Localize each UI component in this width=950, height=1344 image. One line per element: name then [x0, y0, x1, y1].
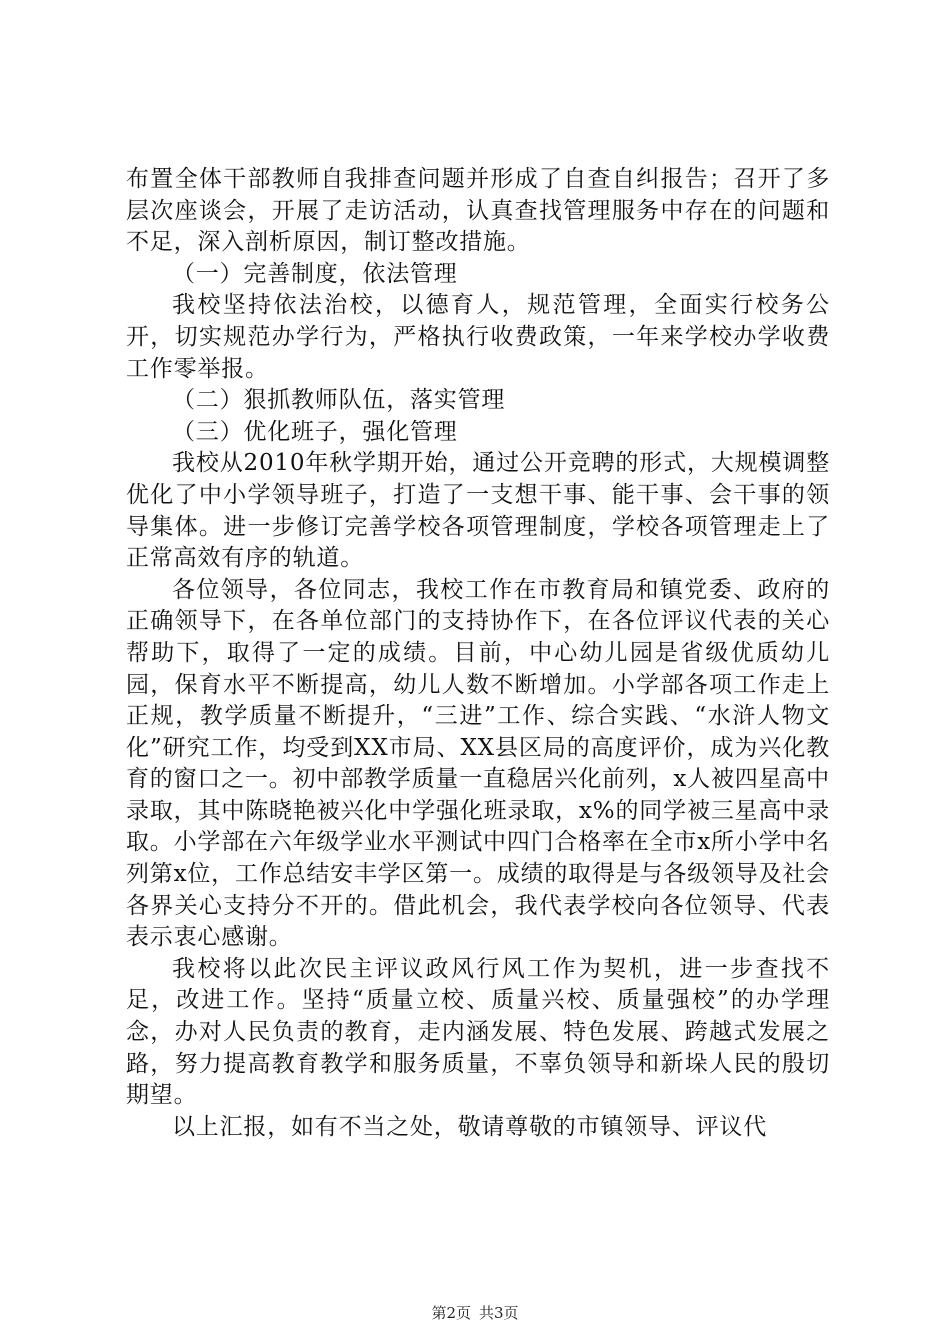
document-body: [126, 164, 830, 1143]
section-heading-3: （三）优化班子，强化管理: [172, 418, 458, 445]
paragraph-continuation: 布置全体干部教师自我排查问题并形成了自查自纠报告；召开了多层次座谈会，开展了走访活动，认真查找管理服务中存在的问题和不足，深入剖析原因，制订整改措施。: [126, 166, 830, 256]
paragraph-leadership: 我校从2010年秋学期开始，通过公开竞聘的形式，大规模调整优化了中小学领导班子，打造了一支想干事、能干事、会干事的领导集体。进一步修订完善学校各项管理制度，学校各项管理走上了正常高效有序的轨道。: [126, 450, 830, 572]
page-footer: [0, 1303, 950, 1323]
paragraph-closing: 以上汇报，如有不当之处，敬请尊敬的市镇领导、评议代: [172, 1113, 767, 1140]
paragraph-law-management: 我校坚持依法治校，以德育人，规范管理，全面实行校务公开，切实规范办学行为，严格执行收费政策，一年来学校办学收费工作零举报。: [126, 292, 830, 382]
page-total: 共3页: [479, 1304, 519, 1322]
section-heading-1: （一）完善制度，依法管理: [172, 260, 458, 287]
section-heading-2: （二）狠抓教师队伍，落实管理: [172, 387, 506, 414]
page-number: 第2页: [431, 1304, 471, 1322]
paragraph-achievements: 各位领导，各位同志，我校工作在市教育局和镇党委、政府的正确领导下，在各单位部门的支持协作下，在各位评议代表的关心帮助下，取得了一定的成绩。目前，中心幼儿园是省级优质幼儿园，保育水平不断提高，幼儿人数不断增加。小学部各项工作走上正规，教学质量不断提升，“三进”工作、综合实践、“水浒人物文化”研究工作，均受到XX市局、XX县区局的高度评价，成为兴化教育的窗口之一。初中部教学质量一直稳居兴化前列，x人被四星高中录取，其中陈晓艳被兴化中学强化班录取，x%的同学被三星高中录取。小学部在六年级学业水平测试中四门合格率在全市x所小学中名列第x位，工作总结安丰学区第一。成绩的取得是与各级领导及社会各界关心支持分不开的。借此机会，我代表学校向各位领导、代表表示衷心感谢。: [126, 576, 830, 951]
paragraph-future-plans: 我校将以此次民主评议政风行风工作为契机，进一步查找不足，改进工作。坚持“质量立校、质量兴校、质量强校”的办学理念，办对人民负责的教育，走内涵发展、特色发展、跨越式发展之路，努力提高教育教学和服务质量，不辜负领导和新垛人民的殷切期望。: [126, 955, 830, 1109]
